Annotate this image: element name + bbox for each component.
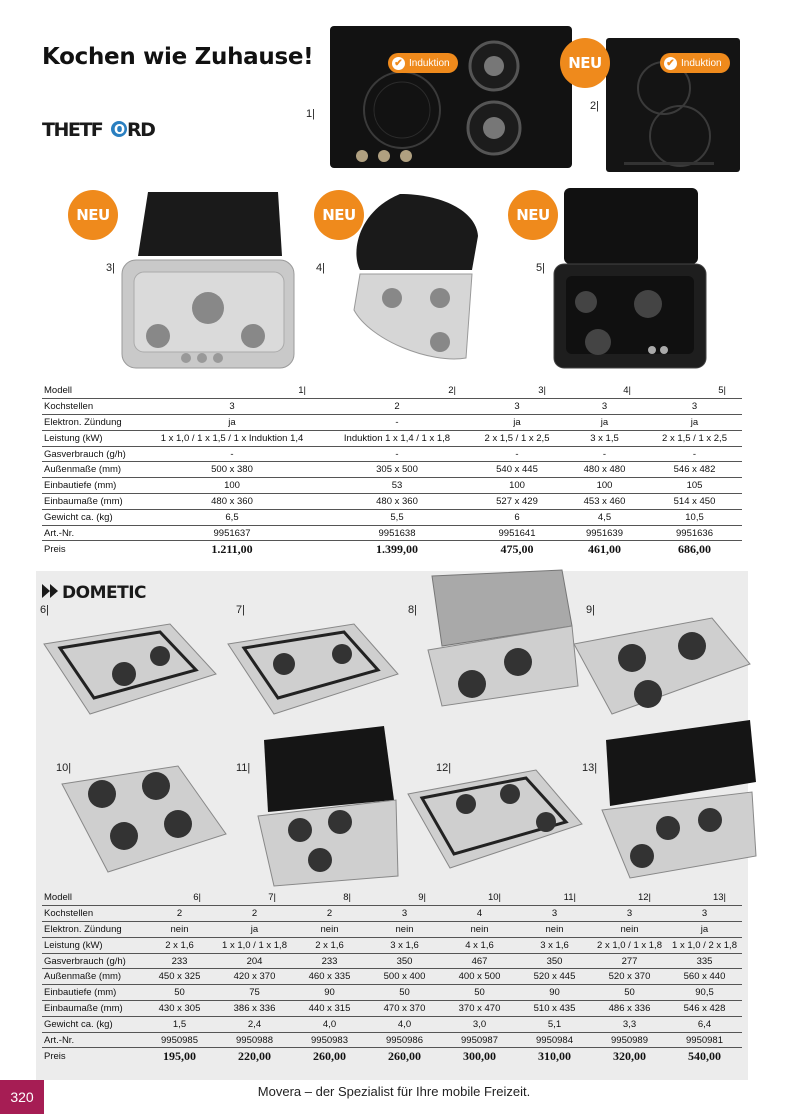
spec-cell: 1,5 bbox=[142, 1016, 217, 1032]
spec-cell: 450 x 325 bbox=[142, 969, 217, 985]
spec-row-label: Gasverbrauch (g/h) bbox=[42, 446, 142, 462]
spec-row bbox=[42, 1032, 742, 1048]
spec-cell: 460 x 335 bbox=[292, 969, 367, 985]
spec-cell: 350 bbox=[517, 953, 592, 969]
spec-cell: 9950989 bbox=[592, 1032, 667, 1048]
spec-cell: 9950983 bbox=[292, 1032, 367, 1048]
spec-cell: 480 x 360 bbox=[322, 494, 472, 510]
spec-row bbox=[42, 509, 742, 525]
induction-badge bbox=[388, 53, 458, 73]
price-cell: 300,00 bbox=[463, 1048, 496, 1063]
spec-cell: nein bbox=[367, 922, 442, 938]
hob-image-8 bbox=[422, 566, 582, 710]
spec-row-label: Leistung (kW) bbox=[42, 937, 142, 953]
spec-row-label: Modell bbox=[42, 890, 142, 906]
spec-cell: 9951641 bbox=[472, 525, 562, 541]
spec-cell: 9950984 bbox=[517, 1032, 592, 1048]
new-badge: NEU bbox=[508, 190, 558, 240]
spec-row-label: Außenmaße (mm) bbox=[42, 462, 142, 478]
spec-cell: 2 bbox=[322, 399, 472, 415]
spec-cell: Induktion 1 x 1,4 / 1 x 1,8 bbox=[322, 430, 472, 446]
product-number: 13| bbox=[582, 762, 598, 774]
spec-row-label: Elektron. Zündung bbox=[42, 415, 142, 431]
spec-cell: 2 x 1,5 / 1 x 2,5 bbox=[647, 430, 742, 446]
spec-cell: 470 x 370 bbox=[367, 1001, 442, 1017]
spec-cell: 3 bbox=[472, 399, 562, 415]
spec-cell: 430 x 305 bbox=[142, 1001, 217, 1017]
spec-row bbox=[42, 399, 742, 415]
svg-text:O: O bbox=[114, 123, 126, 138]
spec-cell: 2 bbox=[292, 906, 367, 922]
spec-row bbox=[42, 462, 742, 478]
spec-row bbox=[42, 430, 742, 446]
spec-cell: 5| bbox=[647, 383, 742, 399]
spec-cell: 100 bbox=[472, 478, 562, 494]
svg-text:THETF: THETF bbox=[42, 119, 103, 140]
spec-cell: 4,0 bbox=[292, 1016, 367, 1032]
spec-cell: 2 x 1,5 / 1 x 2,5 bbox=[472, 430, 562, 446]
hob-image-6 bbox=[40, 614, 218, 722]
spec-cell: 335 bbox=[667, 953, 742, 969]
spec-cell: 90 bbox=[292, 985, 367, 1001]
product-number: 7| bbox=[236, 604, 245, 616]
spec-row-label: Gewicht ca. (kg) bbox=[42, 1016, 142, 1032]
price-cell: 260,00 bbox=[388, 1048, 421, 1063]
spec-row-label: Gasverbrauch (g/h) bbox=[42, 953, 142, 969]
spec-row bbox=[42, 1001, 742, 1017]
product-number: 5| bbox=[536, 262, 545, 274]
spec-row bbox=[42, 922, 742, 938]
spec-row-label: Außenmaße (mm) bbox=[42, 969, 142, 985]
spec-cell: 386 x 336 bbox=[217, 1001, 292, 1017]
price-cell: 220,00 bbox=[238, 1048, 271, 1063]
product-number: 4| bbox=[316, 262, 325, 274]
page-headline: Kochen wie Zuhause! bbox=[42, 44, 314, 70]
price-cell: 1.211,00 bbox=[211, 541, 253, 556]
spec-cell: 440 x 315 bbox=[292, 1001, 367, 1017]
spec-cell: ja bbox=[562, 415, 647, 431]
spec-row-label: Kochstellen bbox=[42, 399, 142, 415]
spec-cell: 3 bbox=[517, 906, 592, 922]
product-number: 9| bbox=[586, 604, 595, 616]
spec-cell: 510 x 435 bbox=[517, 1001, 592, 1017]
thetford-logo bbox=[42, 118, 162, 140]
spec-row-label: Preis bbox=[44, 1050, 66, 1062]
spec-cell: 233 bbox=[142, 953, 217, 969]
spec-cell: 486 x 336 bbox=[592, 1001, 667, 1017]
spec-cell: 2 x 1,6 bbox=[142, 937, 217, 953]
spec-cell: 560 x 440 bbox=[667, 969, 742, 985]
spec-cell: 11| bbox=[517, 890, 592, 906]
spec-cell: nein bbox=[592, 922, 667, 938]
spec-cell: 2 x 1,6 bbox=[292, 937, 367, 953]
spec-cell: 6 bbox=[472, 509, 562, 525]
product-number: 12| bbox=[436, 762, 452, 774]
spec-cell: 277 bbox=[592, 953, 667, 969]
spec-cell: 6| bbox=[142, 890, 217, 906]
spec-row bbox=[42, 446, 742, 462]
spec-cell: 4,0 bbox=[367, 1016, 442, 1032]
spec-cell: - bbox=[647, 446, 742, 462]
spec-cell: 3| bbox=[472, 383, 562, 399]
spec-cell: 100 bbox=[562, 478, 647, 494]
price-cell: 195,00 bbox=[163, 1048, 196, 1063]
spec-cell: 12| bbox=[592, 890, 667, 906]
footer-slogan: Movera – der Spezialist für Ihre mobile Freizeit. bbox=[257, 1084, 531, 1099]
spec-cell: 500 x 400 bbox=[367, 969, 442, 985]
spec-cell: 5,1 bbox=[517, 1016, 592, 1032]
hob-image-12 bbox=[406, 764, 584, 872]
spec-row bbox=[42, 985, 742, 1001]
spec-cell: 3 bbox=[562, 399, 647, 415]
spec-cell: 546 x 482 bbox=[647, 462, 742, 478]
spec-cell: 1 x 1,0 / 1 x 1,5 / 1 x Induktion 1,4 bbox=[142, 430, 322, 446]
spec-row-label: Art.-Nr. bbox=[42, 1032, 142, 1048]
spec-cell: 90,5 bbox=[667, 985, 742, 1001]
spec-row bbox=[42, 1048, 742, 1064]
spec-cell: 50 bbox=[367, 985, 442, 1001]
spec-cell: 4 x 1,6 bbox=[442, 937, 517, 953]
spec-cell: 3 bbox=[667, 906, 742, 922]
spec-cell: 527 x 429 bbox=[472, 494, 562, 510]
spec-cell: 420 x 370 bbox=[217, 969, 292, 985]
spec-cell: 90 bbox=[517, 985, 592, 1001]
spec-cell: 3 bbox=[592, 906, 667, 922]
induction-label: Induktion bbox=[681, 57, 722, 69]
spec-cell: - bbox=[142, 446, 322, 462]
spec-cell: 9951638 bbox=[322, 525, 472, 541]
spec-cell: 6,5 bbox=[142, 509, 322, 525]
spec-row bbox=[42, 890, 742, 906]
spec-cell: 3 bbox=[142, 399, 322, 415]
spec-cell: 3 x 1,5 bbox=[562, 430, 647, 446]
product-number: 10| bbox=[56, 762, 72, 774]
spec-row-label: Elektron. Zündung bbox=[42, 922, 142, 938]
spec-cell: ja bbox=[472, 415, 562, 431]
spec-cell: 514 x 450 bbox=[647, 494, 742, 510]
spec-cell: 1 x 1,0 / 1 x 1,8 bbox=[217, 937, 292, 953]
spec-row-label: Preis bbox=[44, 543, 66, 555]
spec-cell: 9| bbox=[367, 890, 442, 906]
spec-cell: 8| bbox=[292, 890, 367, 906]
spec-cell: 3 x 1,6 bbox=[367, 937, 442, 953]
hob-image-1 bbox=[322, 20, 578, 170]
spec-cell: 480 x 360 bbox=[142, 494, 322, 510]
price-cell: 475,00 bbox=[500, 541, 534, 556]
spec-cell: 2 bbox=[142, 906, 217, 922]
spec-cell: ja bbox=[142, 415, 322, 431]
hob-image-13 bbox=[600, 716, 760, 882]
thetford-spec-table bbox=[42, 383, 742, 557]
spec-row-label: Einbautiefe (mm) bbox=[42, 985, 142, 1001]
spec-cell: 1 x 1,0 / 2 x 1,8 bbox=[667, 937, 742, 953]
spec-cell: 10,5 bbox=[647, 509, 742, 525]
dometic-spec-table bbox=[42, 890, 742, 1064]
product-number: 8| bbox=[408, 604, 417, 616]
induction-badge bbox=[660, 53, 730, 73]
spec-row-label: Einbaumaße (mm) bbox=[42, 494, 142, 510]
spec-cell: 9950986 bbox=[367, 1032, 442, 1048]
spec-cell: nein bbox=[292, 922, 367, 938]
spec-cell: 6,4 bbox=[667, 1016, 742, 1032]
svg-text:RD: RD bbox=[127, 119, 155, 140]
spec-cell: 400 x 500 bbox=[442, 969, 517, 985]
induction-label: Induktion bbox=[409, 57, 450, 69]
spec-row bbox=[42, 541, 742, 557]
spec-cell: 4 bbox=[442, 906, 517, 922]
price-cell: 310,00 bbox=[538, 1048, 571, 1063]
dometic-logo bbox=[40, 580, 172, 602]
hob-image-9 bbox=[572, 614, 752, 722]
product-number: 3| bbox=[106, 262, 115, 274]
spec-cell: nein bbox=[142, 922, 217, 938]
spec-cell: 50 bbox=[592, 985, 667, 1001]
spec-cell: 4| bbox=[562, 383, 647, 399]
spec-row bbox=[42, 525, 742, 541]
spec-cell: 233 bbox=[292, 953, 367, 969]
spec-cell: - bbox=[562, 446, 647, 462]
spec-row bbox=[42, 953, 742, 969]
spec-row bbox=[42, 906, 742, 922]
spec-row bbox=[42, 383, 742, 399]
check-icon: ✔ bbox=[664, 57, 677, 70]
spec-cell: 3 bbox=[647, 399, 742, 415]
spec-row-label: Modell bbox=[42, 383, 142, 399]
spec-cell: 9951639 bbox=[562, 525, 647, 541]
hob-image-7 bbox=[224, 614, 400, 722]
spec-cell: 540 x 445 bbox=[472, 462, 562, 478]
spec-cell: 5,5 bbox=[322, 509, 472, 525]
spec-cell: - bbox=[322, 446, 472, 462]
spec-cell: ja bbox=[667, 922, 742, 938]
spec-cell: 1| bbox=[142, 383, 322, 399]
spec-cell: 50 bbox=[142, 985, 217, 1001]
spec-row bbox=[42, 1016, 742, 1032]
product-number: 11| bbox=[236, 762, 251, 774]
product-number: 2| bbox=[590, 100, 599, 112]
hob-image-5 bbox=[552, 184, 708, 370]
hob-image-11 bbox=[254, 720, 404, 888]
spec-cell: 480 x 480 bbox=[562, 462, 647, 478]
spec-cell: nein bbox=[517, 922, 592, 938]
spec-cell: 520 x 445 bbox=[517, 969, 592, 985]
spec-cell: 3,3 bbox=[592, 1016, 667, 1032]
spec-cell: 2 bbox=[217, 906, 292, 922]
spec-row bbox=[42, 494, 742, 510]
spec-cell: 105 bbox=[647, 478, 742, 494]
spec-row-label: Einbaumaße (mm) bbox=[42, 1001, 142, 1017]
new-badge: NEU bbox=[314, 190, 364, 240]
spec-cell: - bbox=[472, 446, 562, 462]
spec-cell: 3,0 bbox=[442, 1016, 517, 1032]
spec-cell: 9950985 bbox=[142, 1032, 217, 1048]
spec-cell: 75 bbox=[217, 985, 292, 1001]
spec-cell: - bbox=[322, 415, 472, 431]
spec-cell: 2,4 bbox=[217, 1016, 292, 1032]
price-cell: 540,00 bbox=[688, 1048, 721, 1063]
spec-row-label: Einbautiefe (mm) bbox=[42, 478, 142, 494]
spec-row bbox=[42, 937, 742, 953]
page-number: 320 bbox=[0, 1080, 44, 1114]
price-cell: 320,00 bbox=[613, 1048, 646, 1063]
price-cell: 1.399,00 bbox=[376, 541, 418, 556]
spec-row-label: Gewicht ca. (kg) bbox=[42, 509, 142, 525]
spec-cell: 9950987 bbox=[442, 1032, 517, 1048]
spec-cell: 453 x 460 bbox=[562, 494, 647, 510]
price-cell: 461,00 bbox=[588, 541, 621, 556]
spec-cell: 305 x 500 bbox=[322, 462, 472, 478]
spec-cell: 546 x 428 bbox=[667, 1001, 742, 1017]
price-cell: 686,00 bbox=[678, 541, 711, 556]
spec-cell: 2 x 1,0 / 1 x 1,8 bbox=[592, 937, 667, 953]
hob-image-10 bbox=[58, 764, 228, 876]
check-icon: ✔ bbox=[392, 57, 405, 70]
spec-cell: 467 bbox=[442, 953, 517, 969]
svg-text:DOMETIC: DOMETIC bbox=[62, 583, 146, 602]
spec-row bbox=[42, 478, 742, 494]
spec-cell: 9951636 bbox=[647, 525, 742, 541]
spec-cell: nein bbox=[442, 922, 517, 938]
hob-image-3 bbox=[118, 186, 300, 372]
spec-cell: 50 bbox=[442, 985, 517, 1001]
spec-cell: 9951637 bbox=[142, 525, 322, 541]
spec-cell: 520 x 370 bbox=[592, 969, 667, 985]
spec-row bbox=[42, 969, 742, 985]
spec-cell: 10| bbox=[442, 890, 517, 906]
spec-row-label: Leistung (kW) bbox=[42, 430, 142, 446]
spec-cell: ja bbox=[217, 922, 292, 938]
spec-cell: 100 bbox=[142, 478, 322, 494]
spec-cell: 13| bbox=[667, 890, 742, 906]
price-cell: 260,00 bbox=[313, 1048, 346, 1063]
spec-cell: 9950988 bbox=[217, 1032, 292, 1048]
product-number: 1| bbox=[306, 108, 315, 120]
spec-cell: 350 bbox=[367, 953, 442, 969]
spec-cell: 7| bbox=[217, 890, 292, 906]
spec-cell: 204 bbox=[217, 953, 292, 969]
spec-cell: 9950981 bbox=[667, 1032, 742, 1048]
spec-cell: 53 bbox=[322, 478, 472, 494]
spec-cell: 370 x 470 bbox=[442, 1001, 517, 1017]
spec-row bbox=[42, 415, 742, 431]
spec-row-label: Art.-Nr. bbox=[42, 525, 142, 541]
spec-cell: 3 bbox=[367, 906, 442, 922]
product-number: 6| bbox=[40, 604, 49, 616]
spec-cell: 3 x 1,6 bbox=[517, 937, 592, 953]
spec-cell: 500 x 380 bbox=[142, 462, 322, 478]
spec-cell: ja bbox=[647, 415, 742, 431]
spec-cell: 4,5 bbox=[562, 509, 647, 525]
spec-row-label: Kochstellen bbox=[42, 906, 142, 922]
spec-cell: 2| bbox=[322, 383, 472, 399]
new-badge: NEU bbox=[560, 38, 610, 88]
new-badge: NEU bbox=[68, 190, 118, 240]
